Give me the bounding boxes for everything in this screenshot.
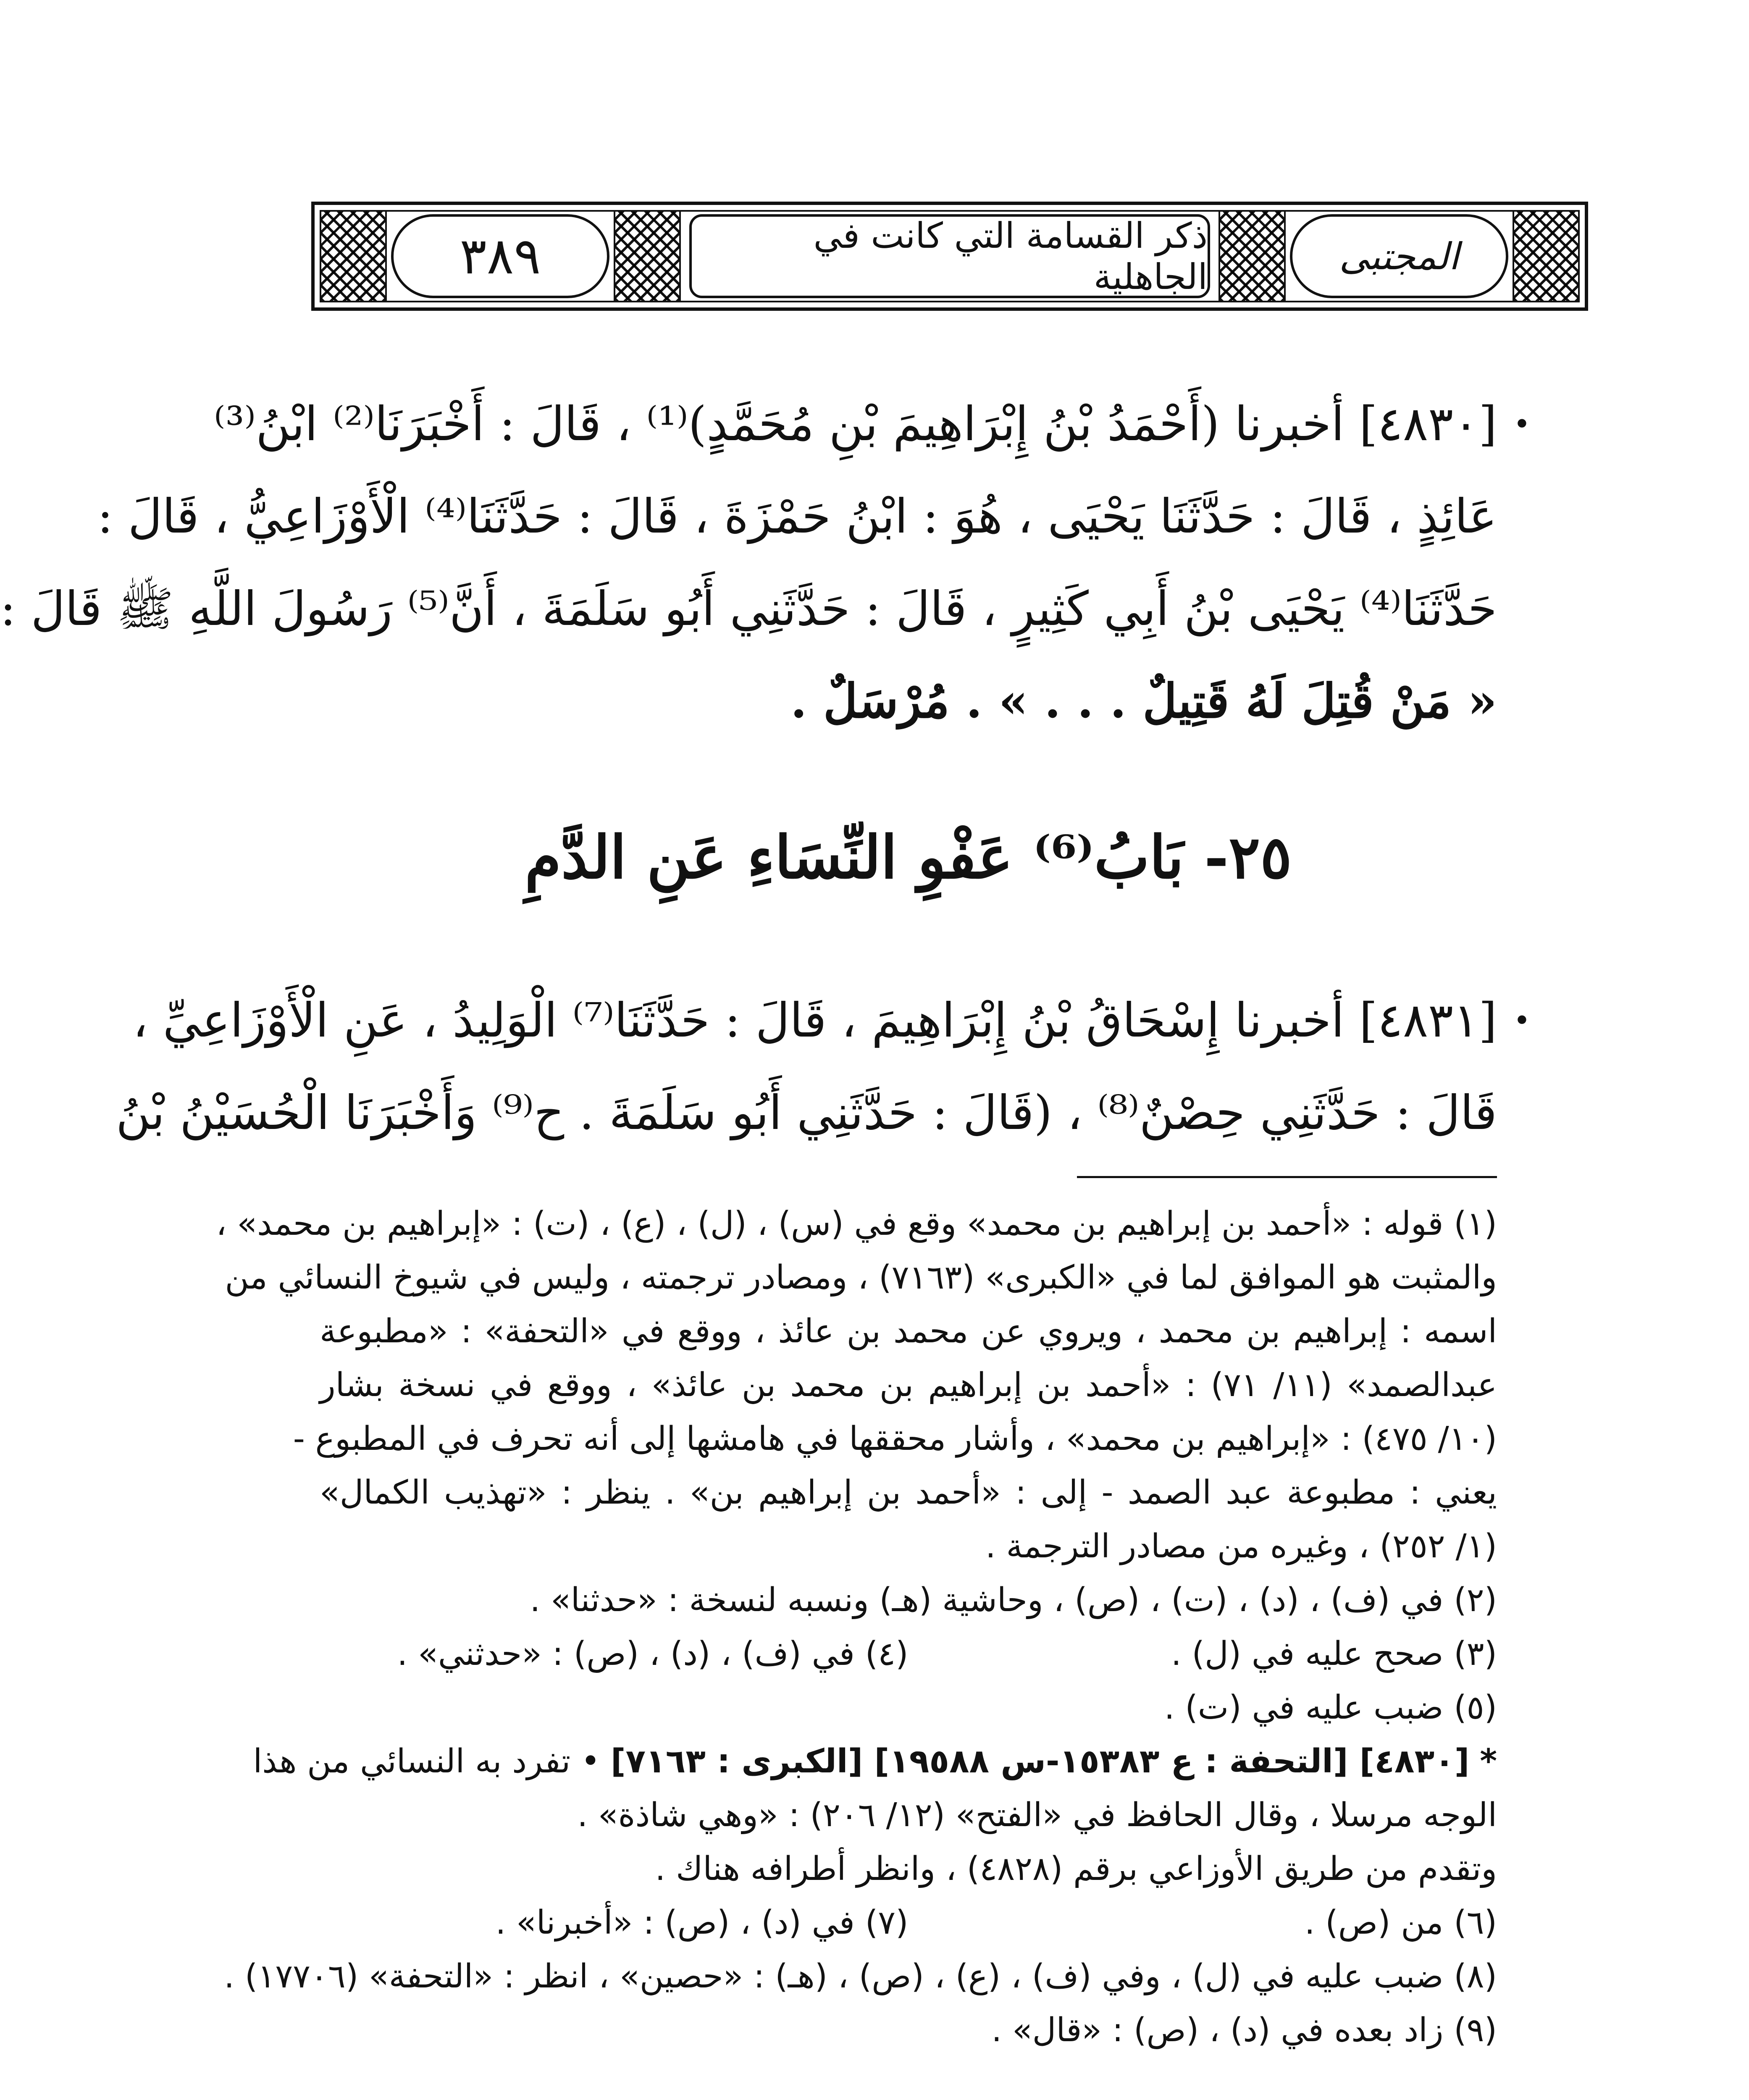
footnote-1-line: اسمه : إبراهيم بن محمد ، ويروي عن محمد بن عائذ ، ووقع في «التحفة» : «مطبوعة — [320, 1312, 1497, 1350]
footnote-1-line: يعني : مطبوعة عبد الصمد - إلى : «أحمد بن إبراهيم بن» . ينظر : «تهذيب الكمال» — [320, 1474, 1497, 1512]
footnote-1-line: عبدالصمد» (١١/ ٧١) : «أحمد بن إبراهيم بن محمد بن عائذ» ، ووقع في نسخة بشار — [320, 1366, 1497, 1404]
footnote-3: (٣) صحح عليه في (ل) . — [1171, 1635, 1497, 1673]
hadith-line: عَائِذٍ ، قَالَ : حَدَّثَنَا يَحْيَى ، هُوَ : ابْنُ حَمْزَةَ ، قَالَ : حَدَّثَنَا⁽⁴⁾ الْأَوْزَاعِيُّ ، قَالَ : — [97, 489, 1497, 544]
ornament-icon — [320, 210, 387, 302]
footnote-9: (٩) زاد بعده في (د) ، (ص) : «قال» . — [991, 2011, 1497, 2049]
footnote-6: (٦) من (ص) . — [1304, 1904, 1497, 1942]
hadith-line: قَالَ : حَدَّثَنِي حِصْنٌ⁽⁸⁾ ، (قَالَ : حَدَّثَنِي أَبُو سَلَمَةَ . ح⁽⁹⁾ وَأَخْبَرَنَا الْحُسَيْنُ بْنُ — [116, 1086, 1497, 1140]
chapter-heading: ٢٥- بَابُ⁽⁶⁾ عَفْوِ النِّسَاءِ عَنِ الدَّمِ — [525, 823, 1292, 892]
footnotes — [216, 1197, 1497, 2057]
bullet-icon: • — [1513, 1003, 1531, 1038]
takhrij-4830 — [253, 1735, 1497, 1788]
footnote-1-line: (١/ ٢٥٢) ، وغيره من مصادر الترجمة . — [985, 1528, 1497, 1565]
hadith-line: [٤٨٣٠] أخبرنا (أَحْمَدُ بْنُ إِبْرَاهِيمَ بْنِ مُحَمَّدٍ)⁽¹⁾ ، قَالَ : أَخْبَرَنَا⁽²⁾ ابْنُ⁽³⁾ — [214, 397, 1497, 452]
ornament-icon — [614, 210, 681, 302]
footnote-1-line: (١) قوله : «أحمد بن إبراهيم بن محمد» وقع في (س) ، (ل) ، (ع) ، (ت) : «إبراهيم بن محمد» ، — [216, 1205, 1497, 1243]
page-number-cartouche — [391, 214, 609, 298]
bullet-icon: • — [1513, 407, 1531, 441]
footnote-row — [320, 1896, 1497, 1950]
hadith-line: « مَنْ قُتِلَ لَهُ قَتِيلٌ . . . » . مُرْسَلٌ . — [790, 674, 1497, 729]
takhrij-reference: [٤٨٣٠] [التحفة : ع ١٥٣٨٣-س ١٩٥٨٨] [الكبرى : ٧١٦٣] — [610, 1743, 1470, 1780]
footnote-separator — [1077, 1176, 1497, 1178]
footnote-row — [320, 1627, 1497, 1681]
takhrij-line: وتقدم من طريق الأوزاعي برقم (٤٨٢٨) ، وانظر أطرافه هناك . — [655, 1850, 1497, 1888]
book-name-cartouche — [1290, 214, 1508, 298]
footnote-7: (٧) في (د) ، (ص) : «أخبرنا» . — [495, 1904, 909, 1942]
hadith-line: حَدَّثَنَا⁽⁴⁾ يَحْيَى بْنُ أَبِي كَثِيرٍ ، قَالَ : حَدَّثَنِي أَبُو سَلَمَةَ ، أَنَّ⁽⁵⁾ رَسُولَ اللَّهِ ﷺ قَالَ : — [0, 582, 1497, 636]
page-header — [311, 202, 1588, 311]
footnote-8: (٨) ضبب عليه في (ل) ، وفي (ف) ، (ع) ، (ص) ، (هـ) : «حصين» ، انظر : «التحفة» (١٧٧٠٦) . — [224, 1958, 1497, 1995]
page-number: ٣٨٩ — [460, 227, 541, 286]
running-title-cartouche — [689, 214, 1210, 298]
footnote-1-line: والمثبت هو الموافق لما في «الكبرى» (٧١٦٣) ، ومصادر ترجمته ، وليس في شيوخ النسائي من — [225, 1259, 1497, 1297]
ornament-icon — [1219, 210, 1286, 302]
hadith-4830 — [0, 378, 1531, 748]
ornament-icon — [1513, 210, 1580, 302]
hadith-4831 — [116, 974, 1531, 1159]
takhrij-line: الوجه مرسلا ، وقال الحافظ في «الفتح» (١٢/ ٢٠٦) : «وهي شاذة» . — [577, 1796, 1497, 1834]
hadith-line: [٤٨٣١] أخبرنا إِسْحَاقُ بْنُ إِبْرَاهِيمَ ، قَالَ : حَدَّثَنَا⁽⁷⁾ الْوَلِيدُ ، عَنِ الْأَوْزَاعِيِّ ، — [132, 993, 1497, 1048]
footnote-2: (٢) في (ف) ، (د) ، (ت) ، (ص) ، وحاشية (هـ) ونسبه لنسخة : «حدثنا» . — [530, 1581, 1497, 1619]
takhrij-note: • تفرد به النسائي من هذا — [253, 1743, 601, 1780]
footnote-5: (٥) ضبب عليه في (ت) . — [1164, 1689, 1497, 1727]
footnote-4: (٤) في (ف) ، (د) ، (ص) : «حدثني» . — [397, 1635, 909, 1673]
star-icon: * — [1480, 1743, 1497, 1780]
book-name: المجتبى — [1339, 234, 1459, 278]
footnote-1-line: (١٠/ ٤٧٥) : «إبراهيم بن محمد» ، وأشار محققها في هامشها إلى أنه تحرف في المطبوع - — [293, 1420, 1497, 1458]
running-title: ذكر القسامة التي كانت في الجاهلية — [813, 215, 1208, 297]
